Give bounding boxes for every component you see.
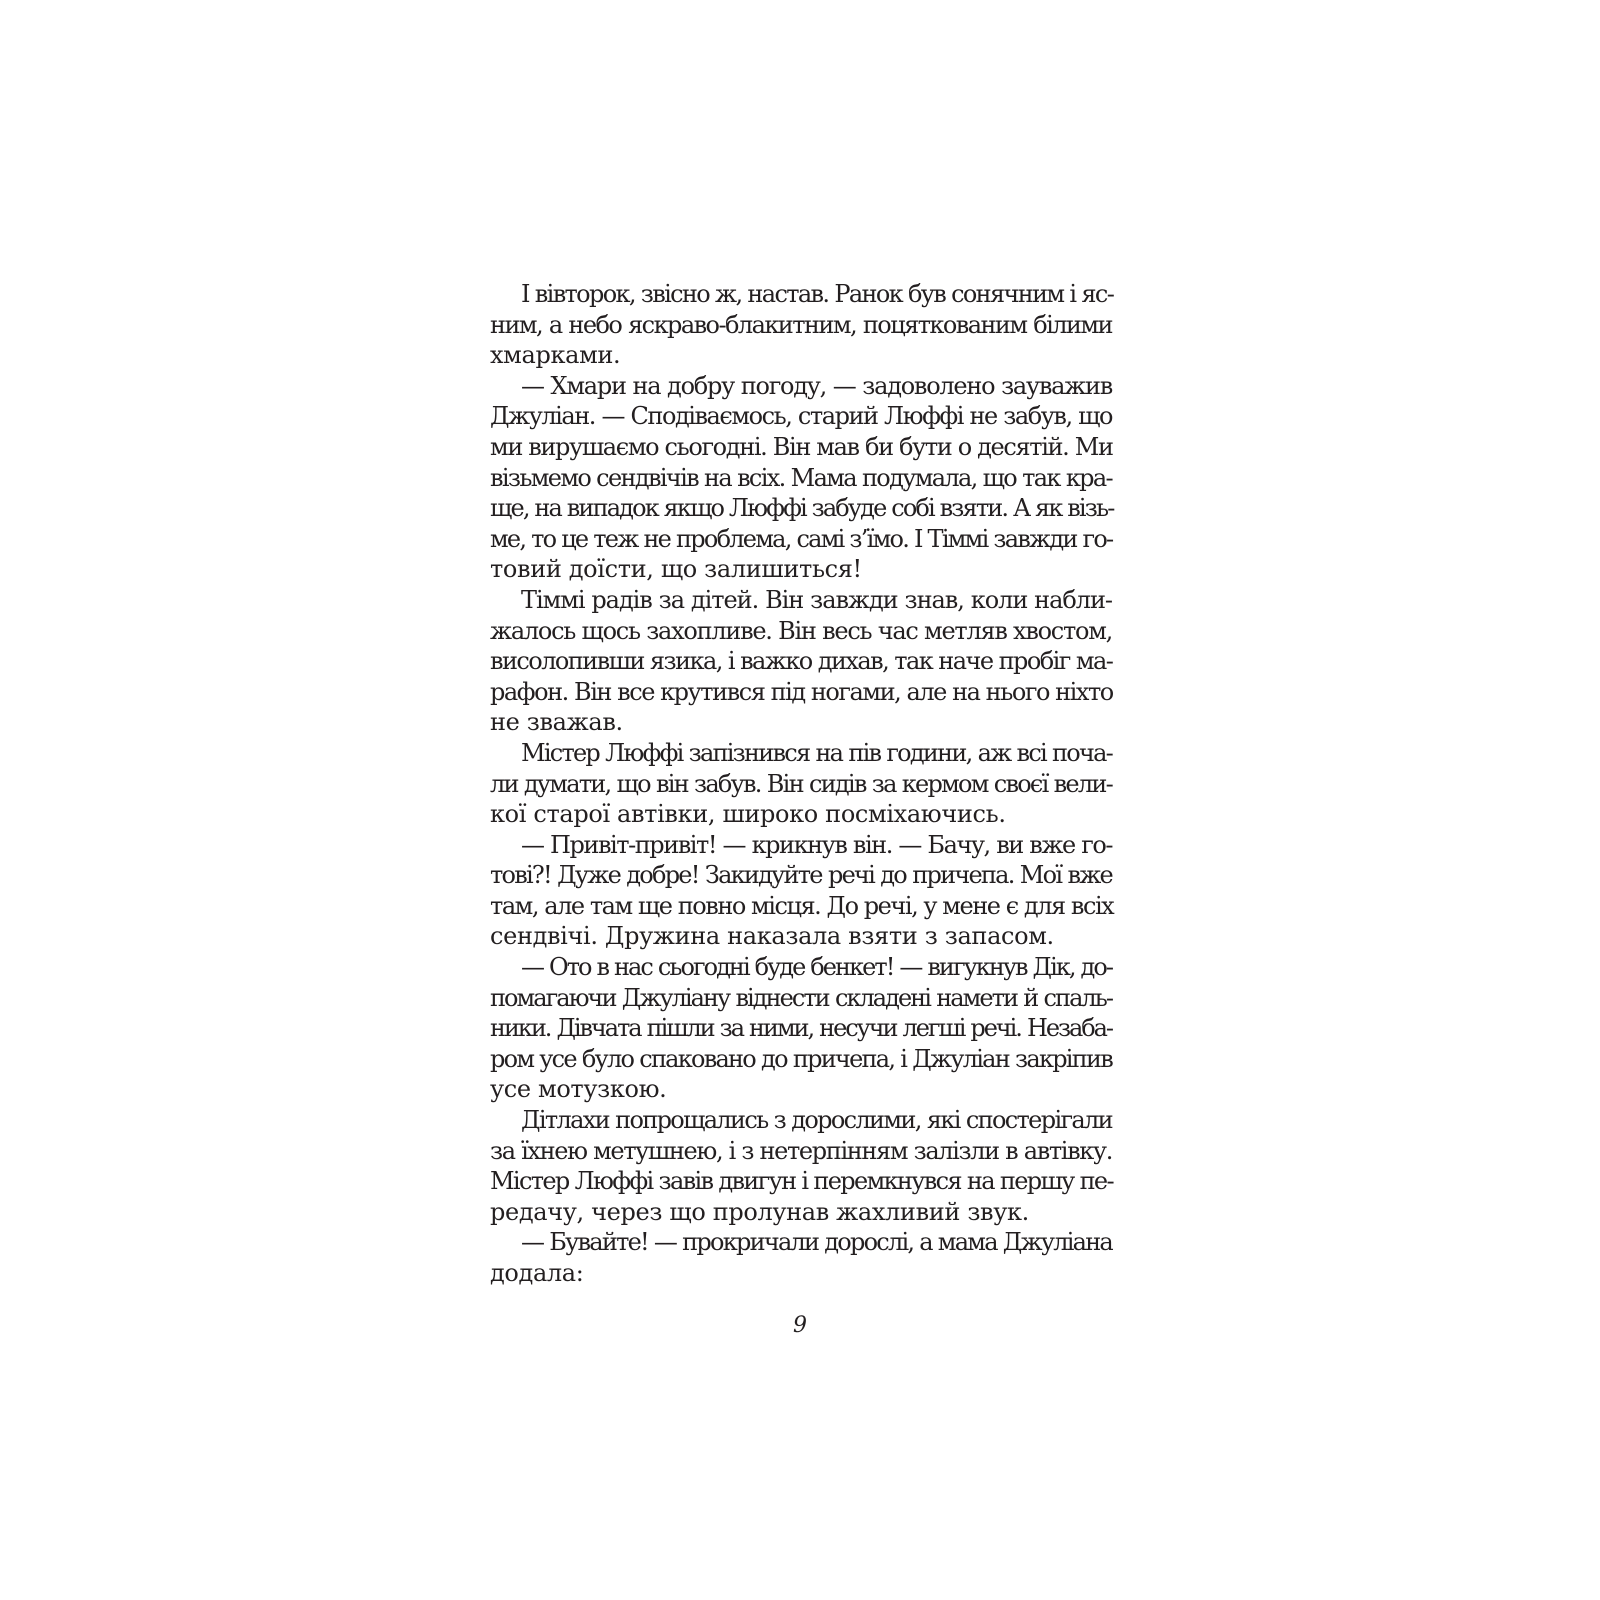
text-line: додала: — [490, 1259, 584, 1287]
text-line: висолопивши язика, і важко дихав, так наче пробіг ма- — [490, 647, 1113, 676]
text-line: кої старої автівки, широко посміхаючись. — [490, 800, 1006, 829]
text-line: рафон. Він все крутився під ногами, але на нього ніхто — [490, 677, 1113, 706]
text-line: І вівторок, звісно ж, настав. Ранок був сонячним і яс- — [521, 280, 1114, 308]
text-line: товий доїсти, що залишиться! — [490, 555, 862, 584]
text-line: редачу, через що пролунав жахливий звук. — [490, 1197, 1029, 1226]
text-line: Джуліан. — Сподіваємось, старий Люффі не забув, що — [490, 402, 1112, 431]
text-line: помагаючи Джуліану віднести складені намети й спаль- — [490, 983, 1112, 1012]
text-line: ме, то це теж не проблема, самі з’їмо. І Тіммі завжди го- — [490, 524, 1113, 553]
text-line: ще, на випадок якщо Люффі забуде собі взяти. А як візь- — [490, 494, 1114, 523]
text-line: — Ото в нас сьогодні буде бенкет! — вигукнув Дік, до- — [521, 953, 1112, 982]
text-line: Дітлахи попрощались з дорослими, які спостерігали — [521, 1106, 1112, 1135]
text-line: візьмемо сендвічів на всіх. Мама подумала, що так кра- — [490, 463, 1112, 492]
page-number: 9 — [793, 1313, 807, 1338]
body-text — [490, 279, 1112, 1289]
text-line: ники. Дівчата пішли за ними, несучи легші речі. Незаба- — [490, 1014, 1112, 1043]
text-line: ром усе було спаковано до причепа, і Джуліан закріпив — [490, 1044, 1112, 1073]
text-line: Тіммі радів за дітей. Він завжди знав, коли набли- — [521, 585, 1112, 614]
text-line: Містер Люффі завів двигун і перемкнувся на першу пе- — [490, 1167, 1113, 1196]
text-line: — Бувайте! — прокричали дорослі, а мама Джуліана — [521, 1228, 1112, 1257]
text-line: — Хмари на добру погоду, — задоволено зауважив — [521, 371, 1112, 400]
text-line: — Привіт-привіт! — крикнув він. — Бачу, ви вже го- — [521, 830, 1112, 859]
text-line: сендвічі. Дружина наказала взяти з запасом. — [490, 922, 1054, 951]
text-line: хмарками. — [490, 341, 621, 370]
text-line: тові?! Дуже добре! Закидуйте речі до причепа. Мої вже — [490, 861, 1112, 890]
text-line: не зважав. — [490, 708, 623, 737]
text-line: Містер Люффі запізнився на пів години, аж всі поча- — [521, 738, 1112, 767]
text-line: за їхнею метушнею, і з нетерпінням залізли в автівку. — [490, 1136, 1112, 1165]
text-line: там, але там ще повно місця. До речі, у мене є для всіх — [490, 891, 1114, 920]
text-line: ми вирушаємо сьогодні. Він мав би бути о десятій. Ми — [490, 432, 1113, 461]
text-line: усе мотузкою. — [490, 1075, 667, 1104]
text-line: ним, а небо яскраво-блакитним, поцяткованим білими — [490, 310, 1112, 339]
text-line: ли думати, що він забув. Він сидів за кермом своєї вели- — [490, 769, 1112, 798]
text-line: жалось щось захопливе. Він весь час метляв хвостом, — [490, 616, 1112, 645]
